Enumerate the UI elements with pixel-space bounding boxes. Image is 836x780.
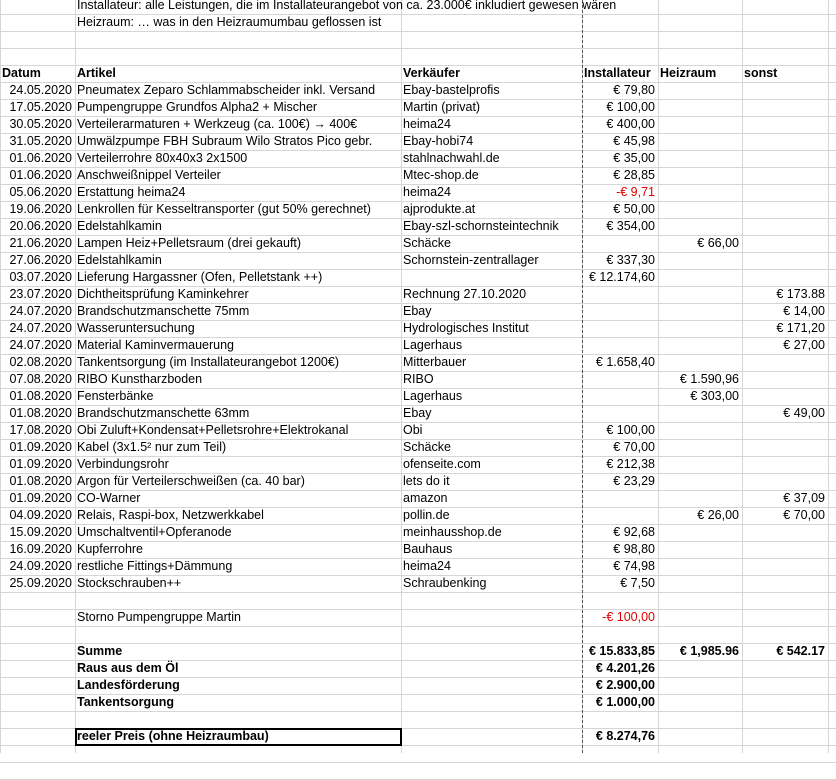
cell-artikel[interactable]: Umwälzpumpe FBH Subraum Wilo Stratos Pico gebr. [77,134,373,148]
cell-datum[interactable]: 21.06.2020 [9,236,72,250]
cell-artikel[interactable]: CO-Warner [77,491,141,505]
cell-verkaeufer[interactable]: Schornstein-zentrallager [403,253,539,267]
cell-artikel[interactable]: Anschweißnippel Verteiler [77,168,221,182]
grid-row-line [0,31,836,32]
cell-datum[interactable]: 30.05.2020 [9,117,72,131]
grid-row-line [0,762,836,763]
cell-verkaeufer[interactable]: lets do it [403,474,450,488]
cell-installateur[interactable]: € 74,98 [613,559,655,573]
cell-sonst[interactable]: € 70,00 [783,508,825,522]
cell-verkaeufer[interactable]: Obi [403,423,423,437]
cell-datum[interactable]: 05.06.2020 [9,185,72,199]
grid-column-line [742,0,743,753]
cell-installateur[interactable]: € 354,00 [606,219,655,233]
cell-sonst[interactable]: € 171,20 [776,321,825,335]
cell-verkaeufer[interactable]: Mtec-shop.de [403,168,479,182]
cell-datum[interactable]: 01.09.2020 [9,491,72,505]
cell-datum[interactable]: 23.07.2020 [9,287,72,301]
cell-artikel[interactable]: Brandschutzmanschette 75mm [77,304,250,318]
cell-datum[interactable]: 17.05.2020 [9,100,72,114]
header-installateur[interactable]: Installateur [584,66,651,80]
cell-installateur[interactable]: € 98,80 [613,542,655,556]
cell-artikel[interactable]: Tankentsorgung (im Installateurangebot 1200€) [77,355,339,369]
summary-label[interactable]: Raus aus dem Öl [77,661,179,675]
cell-artikel[interactable]: Edelstahlkamin [77,219,162,233]
summary-label[interactable]: Tankentsorgung [77,695,174,709]
cell-artikel[interactable]: Dichtheitsprüfung Kaminkehrer [77,287,249,301]
header-artikel[interactable]: Artikel [77,66,116,80]
cell-installateur[interactable]: € 79,80 [613,83,655,97]
cell-verkaeufer[interactable]: Hydrologisches Institut [403,321,529,335]
cell-datum[interactable]: 04.09.2020 [9,508,72,522]
cell-artikel[interactable]: Umschaltventil+Opferanode [77,525,232,539]
cell-verkaeufer[interactable]: meinhausshop.de [403,525,502,539]
grid-row-line [0,626,836,627]
cell-datum[interactable]: 01.09.2020 [9,440,72,454]
cell-installateur[interactable]: € 45,98 [613,134,655,148]
cell-verkaeufer[interactable]: ajprodukte.at [403,202,476,216]
cell-artikel[interactable]: Kabel (3x1.5² nur zum Teil) [77,440,227,454]
storno-value[interactable]: -€ 100,00 [602,610,655,624]
cell-installateur[interactable]: € 92,68 [613,525,655,539]
summary-installateur[interactable]: € 4.201,26 [595,661,655,675]
cell-artikel[interactable]: Brandschutzmanschette 63mm [77,406,250,420]
summary-installateur[interactable]: € 2.900,00 [595,678,655,692]
cell-verkaeufer[interactable]: Mitterbauer [403,355,467,369]
cell-sonst[interactable]: € 37,09 [783,491,825,505]
summary-installateur[interactable]: € 15.833,85 [588,644,655,658]
cell-installateur[interactable]: € 28,85 [613,168,655,182]
cell-verkaeufer[interactable]: Schraubenking [403,576,487,590]
summary-sonst[interactable]: € 542.17 [776,644,825,658]
cell-verkaeufer[interactable]: Ebay-hobi74 [403,134,474,148]
cell-datum[interactable]: 16.09.2020 [9,542,72,556]
cell-verkaeufer[interactable]: Ebay-bastelprofis [403,83,500,97]
cell-installateur[interactable]: € 1.658,40 [595,355,655,369]
cell-artikel[interactable]: Fensterbänke [77,389,154,403]
cell-datum[interactable]: 03.07.2020 [9,270,72,284]
cell-datum[interactable]: 27.06.2020 [9,253,72,267]
header-datum[interactable]: Datum [2,66,41,80]
cell-artikel[interactable]: Kupferrohre [77,542,144,556]
cell-sonst[interactable]: € 49,00 [783,406,825,420]
cell-sonst[interactable]: € 14,00 [783,304,825,318]
cell-sonst[interactable]: € 27,00 [783,338,825,352]
cell-datum[interactable]: 24.07.2020 [9,338,72,352]
cell-installateur[interactable]: € 23,29 [613,474,655,488]
cell-datum[interactable]: 25.09.2020 [9,576,72,590]
cell-artikel[interactable]: Verteilerrohre 80x40x3 2x1500 [77,151,248,165]
summary-heizraum[interactable]: € 1,985.96 [679,644,739,658]
cell-verkaeufer[interactable]: stahlnachwahl.de [403,151,500,165]
cell-verkaeufer[interactable]: RIBO [403,372,434,386]
cell-artikel[interactable]: Stockschrauben++ [77,576,182,590]
cell-datum[interactable]: 02.08.2020 [9,355,72,369]
cell-verkaeufer[interactable]: pollin.de [403,508,450,522]
cell-verkaeufer[interactable]: Rechnung 27.10.2020 [403,287,527,301]
cell-datum[interactable]: 31.05.2020 [9,134,72,148]
cell-datum[interactable]: 07.08.2020 [9,372,72,386]
summary-label[interactable]: Summe [77,644,123,658]
cell-artikel[interactable]: Obi Zuluft+Kondensat+Pelletsrohre+Elektrokanal [77,423,349,437]
summary-label[interactable]: Landesförderung [77,678,180,692]
cell-installateur[interactable]: € 70,00 [613,440,655,454]
cell-verkaeufer[interactable]: heima24 [403,117,451,131]
grid-row-line [0,592,836,593]
cell-datum[interactable]: 17.08.2020 [9,423,72,437]
cell-verkaeufer[interactable]: Martin (privat) [403,100,481,114]
cell-installateur[interactable]: € 337,30 [606,253,655,267]
cell-verkaeufer[interactable]: Schäcke [403,236,451,250]
cell-datum[interactable]: 01.09.2020 [9,457,72,471]
final-value[interactable]: € 8.274,76 [595,729,655,743]
summary-installateur[interactable]: € 1.000,00 [595,695,655,709]
grid-column-line [828,0,829,753]
grid-column-line [401,0,402,753]
cell-datum[interactable]: 19.06.2020 [9,202,72,216]
cell-verkaeufer[interactable]: Lagerhaus [403,338,463,352]
cell-installateur[interactable]: € 100,00 [606,423,655,437]
header-heizraum[interactable]: Heizraum [660,66,717,80]
cell-verkaeufer[interactable]: Ebay [403,304,432,318]
header-sonst[interactable]: sonst [744,66,778,80]
cell-installateur[interactable]: -€ 9,71 [616,185,655,199]
cell-artikel[interactable]: Relais, Raspi-box, Netzwerkkabel [77,508,264,522]
cell-verkaeufer[interactable]: Ebay-szl-schornsteintechnik [403,219,559,233]
note-text[interactable]: Installateur: alle Leistungen, die im Installateurangebot von ca. 23.000€ inkludiert gewesen wären [77,0,617,12]
cell-verkaeufer[interactable]: Ebay [403,406,432,420]
cell-datum[interactable]: 20.06.2020 [9,219,72,233]
cell-artikel[interactable]: Lampen Heiz+Pelletsraum (drei gekauft) [77,236,302,250]
cell-installateur[interactable]: € 100,00 [606,100,655,114]
cell-heizraum[interactable]: € 303,00 [690,389,739,403]
cell-artikel[interactable]: Verteilerarmaturen + Werkzeug (ca. 100€) → 400€ [77,117,358,131]
cell-artikel[interactable]: Verbindungsrohr [77,457,169,471]
cell-artikel[interactable]: Material Kaminvermauerung [77,338,235,352]
cell-installateur[interactable]: € 212,38 [606,457,655,471]
cell-datum[interactable]: 01.06.2020 [9,151,72,165]
storno-label[interactable]: Storno Pumpengruppe Martin [77,610,241,624]
cell-datum[interactable]: 24.09.2020 [9,559,72,573]
cell-artikel[interactable]: restliche Fittings+Dämmung [77,559,233,573]
cell-installateur[interactable]: € 50,00 [613,202,655,216]
cell-datum[interactable]: 15.09.2020 [9,525,72,539]
grid-row-line [0,711,836,712]
cell-datum[interactable]: 01.06.2020 [9,168,72,182]
cell-verkaeufer[interactable]: Schäcke [403,440,451,454]
cell-artikel[interactable]: Pumpengruppe Grundfos Alpha2 + Mischer [77,100,318,114]
final-label[interactable]: reeler Preis (ohne Heizraumbau) [77,729,269,743]
cell-verkaeufer[interactable]: Bauhaus [403,542,453,556]
cell-sonst[interactable]: € 173.88 [776,287,825,301]
cell-installateur[interactable]: € 35,00 [613,151,655,165]
cell-artikel[interactable]: Pneumatex Zeparo Schlammabscheider inkl. Versand [77,83,376,97]
cell-verkaeufer[interactable]: ofenseite.com [403,457,481,471]
cell-verkaeufer[interactable]: heima24 [403,559,451,573]
cell-heizraum[interactable]: € 26,00 [697,508,739,522]
cell-heizraum[interactable]: € 66,00 [697,236,739,250]
grid-column-line [75,0,76,753]
cell-datum[interactable]: 01.08.2020 [9,389,72,403]
cell-verkaeufer[interactable]: Lagerhaus [403,389,463,403]
cell-verkaeufer[interactable]: heima24 [403,185,451,199]
cell-artikel[interactable]: Argon für Verteilerschweißen (ca. 40 bar) [77,474,305,488]
cell-datum[interactable]: 01.08.2020 [9,474,72,488]
cell-artikel[interactable]: Lieferung Hargassner (Ofen, Pelletstank ++) [77,270,323,284]
cell-datum[interactable]: 24.07.2020 [9,304,72,318]
cell-artikel[interactable]: Lenkrollen für Kesseltransporter (gut 50% gerechnet) [77,202,371,216]
cell-artikel[interactable]: Erstattung heima24 [77,185,186,199]
cell-selection-cursor[interactable] [75,728,402,746]
cell-artikel[interactable]: Wasseruntersuchung [77,321,195,335]
cell-datum[interactable]: 24.05.2020 [9,83,72,97]
cell-installateur[interactable]: € 7,50 [620,576,655,590]
cell-heizraum[interactable]: € 1.590,96 [679,372,739,386]
cell-artikel[interactable]: RIBO Kunstharzboden [77,372,203,386]
grid-row-line [0,48,836,49]
cell-datum[interactable]: 24.07.2020 [9,321,72,335]
cell-installateur[interactable]: € 12.174,60 [588,270,655,284]
cell-verkaeufer[interactable]: amazon [403,491,448,505]
cell-installateur[interactable]: € 400,00 [606,117,655,131]
note-text[interactable]: Heizraum: … was in den Heizraumumbau geflossen ist [77,15,382,29]
cell-artikel[interactable]: Edelstahlkamin [77,253,162,267]
cell-datum[interactable]: 01.08.2020 [9,406,72,420]
header-verkaeufer[interactable]: Verkäufer [403,66,460,80]
